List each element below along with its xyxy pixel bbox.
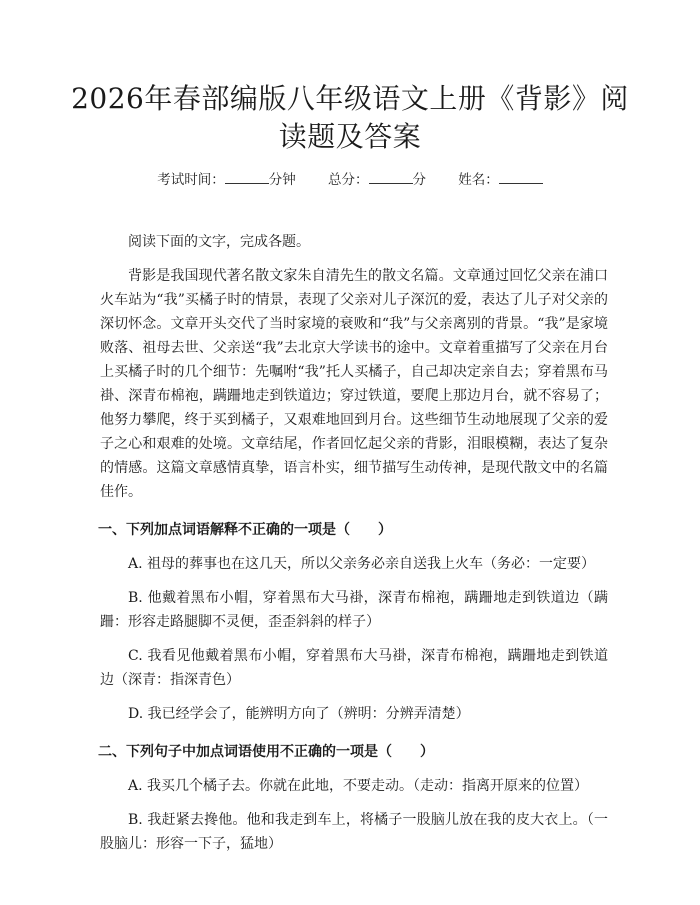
- question-2: [100, 740, 608, 856]
- document-title: 2026年春部编版八年级语文上册《背影》阅读题及答案: [71, 82, 629, 153]
- question-1-option-a: A. 祖母的葬事也在这几天，所以父亲务必亲自送我上火车（务必：一定要）: [128, 556, 596, 572]
- question-1-option-b: B. 他戴着黑布小帽，穿着黑布大马褂，深青布棉袍，蹒跚地走到铁道边（蹒跚：形容走路腿脚不灵便，歪歪斜斜的样子）: [100, 590, 608, 630]
- reading-passage: 背影是我国现代著名散文家朱自清先生的散文名篇。文章通过回忆父亲在浦口火车站为“我”买橘子时的情景，表现了父亲对儿子深沉的爱，表达了儿子对父亲的深切怀念。文章开头交代了当时家境的衰败和“我”与父亲离别的背景。“我”是家境败落、祖母去世、父亲送“我”去北京大学读书的途中。文章着重描写了父亲在月台上买橘子时的几个细节：先嘱咐“我”托人买橘子，自己却决定亲自去；穿着黑布马褂、深青布棉袍，蹒跚地走到铁道边；穿过铁道，要爬上那边月台，就不容易了；他努力攀爬，终于买到橘子，又艰难地回到月台。这些细节生动地展现了父亲的爱子之心和艰难的处境。文章结尾，作者回忆起父亲的背影，泪眼模糊，表达了复杂的情感。这篇文章感情真挚，语言朴实，细节描写生动传神，是现代散文中的名篇佳作。: [100, 268, 608, 500]
- exam-content: [100, 230, 608, 866]
- total-score-unit: 分: [412, 172, 426, 188]
- exam-time-label: 考试时间：: [157, 172, 225, 188]
- question-1-option-d: D. 我已经学会了，能辨明方向了（辨明：分辨弄清楚）: [128, 706, 470, 722]
- exam-time-unit: 分钟: [268, 172, 296, 188]
- exam-meta-line: [0, 168, 700, 188]
- student-name-field: [458, 172, 543, 188]
- question-2-option-b: B. 我赶紧去搀他。他和我走到车上，将橘子一股脑儿放在我的皮大衣上。（一股脑儿：形容一下子，猛地）: [100, 812, 608, 852]
- question-1-heading: 一、下列加点词语解释不正确的一项是（ ）: [98, 522, 392, 538]
- total-score-label: 总分：: [328, 172, 369, 188]
- student-name-blank[interactable]: [499, 171, 543, 184]
- question-1-option-c: C. 我看见他戴着黑布小帽，穿着黑布大马褂，深青布棉袍，蹒跚地走到铁道边（深青：指深青色）: [100, 648, 608, 688]
- exam-time-field: [157, 172, 300, 188]
- question-2-option-a: A. 我买几个橘子去。你就在此地，不要走动。（走动：指离开原来的位置）: [128, 778, 589, 794]
- total-score-blank[interactable]: [369, 171, 413, 184]
- exam-time-blank[interactable]: [225, 171, 269, 184]
- instruction-text: 阅读下面的文字，完成各题。: [128, 234, 310, 250]
- question-2-heading: 二、下列句子中加点词语使用不正确的一项是（ ）: [98, 744, 434, 760]
- question-1: [100, 518, 608, 726]
- student-name-label: 姓名：: [458, 172, 499, 188]
- total-score-field: [328, 172, 430, 188]
